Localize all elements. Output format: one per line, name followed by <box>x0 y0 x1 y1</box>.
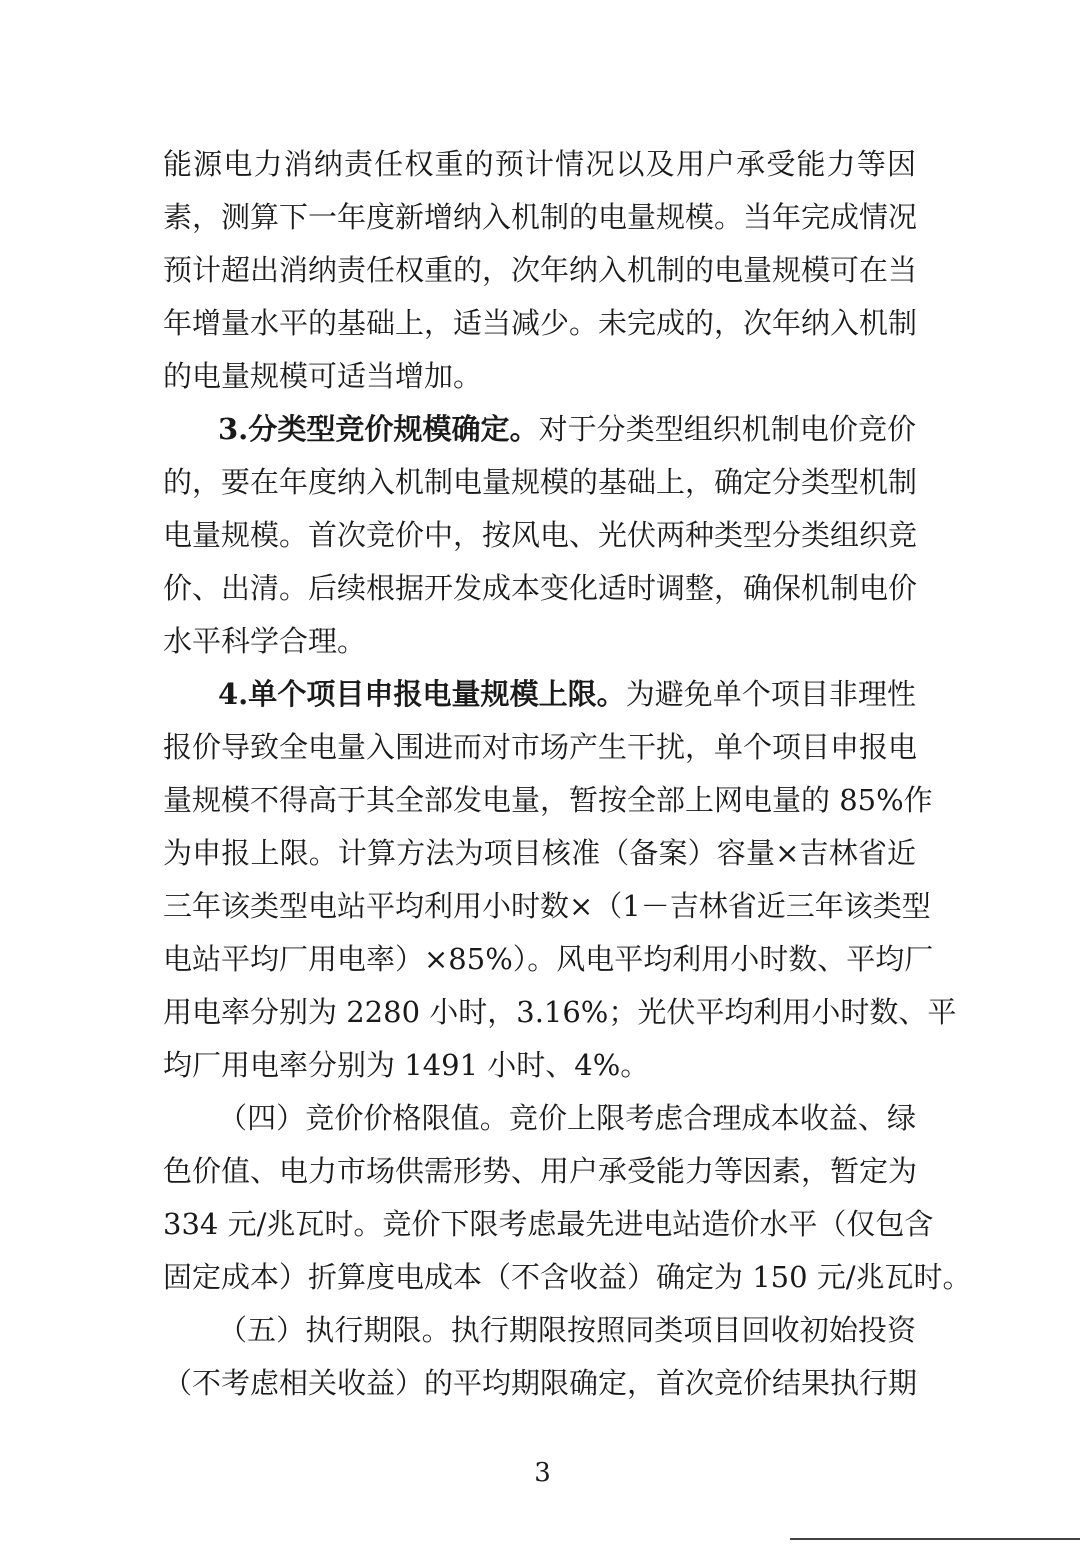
line-text: 电量规模。首次竞价中，按风电、光伏两种类型分类组织竞 <box>163 518 918 552</box>
text-line <box>163 1198 934 1251</box>
text-line <box>163 403 916 456</box>
text-line <box>163 456 916 509</box>
text-line <box>163 933 934 986</box>
text-line <box>163 138 916 191</box>
line-text: 报价导致全电量入围进而对市场产生干扰，单个项目申报电 <box>163 730 918 764</box>
section-heading: 3.分类型竞价规模确定。 <box>218 412 539 446</box>
paragraph <box>163 403 916 668</box>
line-text: 素，测算下一年度新增纳入机制的电量规模。当年完成情况 <box>163 200 918 234</box>
line-text: 的，要在年度纳入机制电量规模的基础上，确定分类型机制 <box>163 465 918 499</box>
line-text: 预计超出消纳责任权重的，次年纳入机制的电量规模可在当 <box>163 253 918 287</box>
text-line <box>163 986 957 1039</box>
line-text: 对于分类型组织机制电价竞价 <box>538 412 916 446</box>
text-line <box>163 615 916 668</box>
text-line <box>163 350 916 403</box>
line-text: （五）执行期限。执行期限按照同类项目回收初始投资 <box>218 1313 916 1347</box>
text-line <box>163 1145 916 1198</box>
line-text: 334 元/兆瓦时。竞价下限考虑最先进电站造价水平（仅包含 <box>163 1207 934 1241</box>
paragraph <box>163 138 916 403</box>
line-text: 固定成本）折算度电成本（不含收益）确定为 150 元/兆瓦时。 <box>163 1260 972 1294</box>
text-line <box>163 880 931 933</box>
line-text: 价、出清。后续根据开发成本变化适时调整，确保机制电价 <box>163 571 918 605</box>
text-line <box>163 297 916 350</box>
text-line <box>163 774 933 827</box>
footer-rule <box>790 1538 1080 1540</box>
document-body <box>163 138 972 1410</box>
line-text: 水平科学合理。 <box>163 624 367 658</box>
line-text: 用电率分别为 2280 小时，3.16%；光伏平均利用小时数、平 <box>163 995 957 1029</box>
line-text: （四）竞价价格限值。竞价上限考虑合理成本收益、绿 <box>218 1101 916 1135</box>
text-line <box>163 191 916 244</box>
paragraph <box>163 668 957 1092</box>
line-text: 均厂用电率分别为 1491 小时、4%。 <box>163 1048 650 1082</box>
line-text: 的电量规模可适当增加。 <box>163 359 483 393</box>
text-line <box>163 244 916 297</box>
text-line <box>163 721 916 774</box>
text-line <box>163 1092 916 1145</box>
text-line <box>163 1304 916 1357</box>
line-text: 量规模不得高于其全部发电量，暂按全部上网电量的 85%作 <box>163 783 933 817</box>
section-heading: 4.单个项目申报电量规模上限。 <box>218 677 626 711</box>
line-text: 电站平均厂用电率）×85%）。风电平均利用小时数、平均厂 <box>163 942 934 976</box>
line-text: 色价值、电力市场供需形势、用户承受能力等因素，暂定为 <box>163 1154 918 1188</box>
line-text: 为避免单个项目非理性 <box>625 677 916 711</box>
paragraph <box>163 1304 916 1410</box>
text-line <box>163 668 916 721</box>
text-line <box>163 1039 916 1092</box>
text-line <box>163 562 916 615</box>
page-number: 3 <box>534 1458 551 1488</box>
text-line <box>163 509 916 562</box>
line-text: 能源电力消纳责任权重的预计情况以及用户承受能力等因 <box>163 147 916 181</box>
line-text: 年增量水平的基础上，适当减少。未完成的，次年纳入机制 <box>163 306 918 340</box>
text-line <box>163 1357 916 1410</box>
paragraph <box>163 1092 972 1304</box>
text-line <box>163 1251 972 1304</box>
text-line <box>163 827 916 880</box>
line-text: （不考虑相关收益）的平均期限确定，首次竞价结果执行期 <box>163 1366 918 1400</box>
line-text: 三年该类型电站平均利用小时数×（1－吉林省近三年该类型 <box>163 889 931 923</box>
line-text: 为申报上限。计算方法为项目核准（备案）容量×吉林省近 <box>163 836 916 870</box>
